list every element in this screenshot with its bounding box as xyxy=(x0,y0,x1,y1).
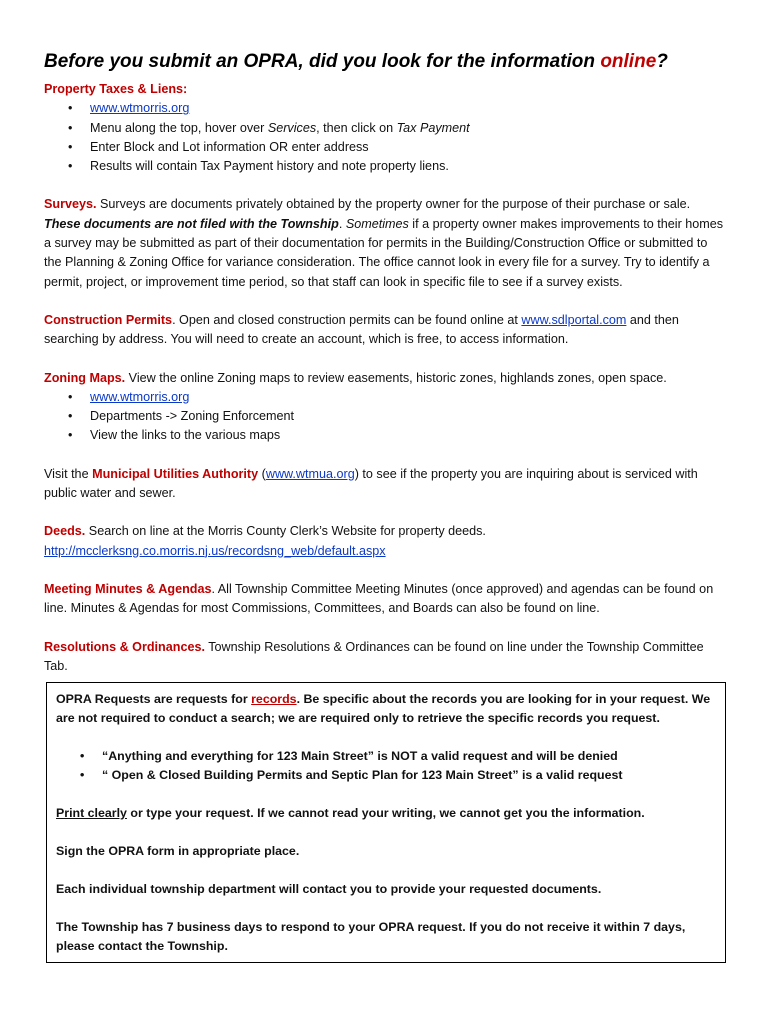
minutes-label: Meeting Minutes & Agendas xyxy=(44,581,212,596)
response-time-note: The Township has 7 business days to respond to your OPRA request. If you do not receive it within 7 days, please contact the Township. xyxy=(56,920,686,954)
utilities-text-2: ) to see if the property you are inquiring about is serviced with public water and sewer. xyxy=(44,466,698,501)
zoning-intro xyxy=(44,369,726,388)
contact-note: Each individual township department will contact you to provide your requested documents. xyxy=(56,882,602,897)
deeds-intro xyxy=(44,522,726,541)
valid-example: • “ Open & Closed Building Permits and Septic Plan for 123 Main Street” is a valid request xyxy=(56,766,716,785)
wtmorris-zoning-link[interactable]: www.wtmorris.org xyxy=(90,389,190,404)
print-clearly-emphasis: Print clearly xyxy=(56,806,127,821)
minutes-section xyxy=(44,580,726,619)
surveys-sometimes: Sometimes xyxy=(345,216,409,231)
list-item: • Enter Block and Lot information OR enter address xyxy=(44,138,726,157)
services-text: Services xyxy=(267,120,317,135)
menu-text-2: , then click on xyxy=(316,120,397,135)
utilities-text: Visit the xyxy=(44,466,93,481)
records-emphasis: records xyxy=(251,692,297,707)
opra-intro xyxy=(56,690,716,728)
construction-label: Construction Permits xyxy=(44,312,173,327)
surveys-label: Surveys. xyxy=(44,197,97,212)
title-highlight: online xyxy=(600,51,657,72)
menu-text: Menu along the top, hover over xyxy=(90,120,268,135)
invalid-example: • “Anything and everything for 123 Main Street” is NOT a valid request and will be denied xyxy=(56,747,716,766)
opra-intro-text: OPRA Requests are requests for xyxy=(56,692,252,707)
surveys-text-2: . xyxy=(338,216,346,231)
minutes-text: . All Township Committee Meeting Minutes (once approved) and agendas can be found on line. Minutes & Agendas for most Commissions, Committees, and Boards can also be found on line. xyxy=(44,581,714,616)
title-text: Before you submit an OPRA, did you look for the information xyxy=(44,51,601,72)
resolutions-label: Resolutions & Ordinances. xyxy=(44,639,205,654)
deeds-section xyxy=(44,522,726,561)
surveys-section xyxy=(44,195,726,291)
list-item: • Departments -> Zoning Enforcement xyxy=(44,407,726,426)
print-clearly-text: or type your request. If we cannot read your writing, we cannot get you the information. xyxy=(126,806,645,821)
property-taxes-heading: Property Taxes & Liens: xyxy=(44,82,188,96)
construction-section xyxy=(44,311,726,350)
title-end: ? xyxy=(656,51,668,72)
list-item: • Results will contain Tax Payment history and note property liens. xyxy=(44,157,726,176)
county-clerk-link[interactable]: http://mcclerksng.co.morris.nj.us/recordsng_web/default.aspx xyxy=(44,543,386,558)
zoning-text: View the online Zoning maps to review easements, historic zones, highlands zones, open space. xyxy=(125,370,667,385)
page-title xyxy=(44,48,726,76)
surveys-text-3: if a property owner makes improvements to their homes a survey may be submitted as part of their documentation for permits in the Building/Construction Office or submitted to the Planning & Zoning Office for variance consideration. The office cannot look in every file for a survey. Try to identify a permit, project, or improvement time period, so that staff can look in specific file to see if a survey exists. xyxy=(44,216,724,289)
list-item: • View the links to the various maps xyxy=(44,426,726,445)
resolutions-text: Township Resolutions & Ordinances can be found on line under the Township Committee Tab. xyxy=(44,639,704,673)
wtmua-link[interactable]: www.wtmua.org xyxy=(265,466,355,481)
sdlportal-link[interactable]: www.sdlportal.com xyxy=(521,312,627,327)
zoning-list xyxy=(44,388,726,446)
deeds-text: Search on line at the Morris County Clerk’s Website for property deeds. xyxy=(85,524,486,539)
deeds-label: Deeds. xyxy=(44,524,86,539)
list-item xyxy=(44,388,726,407)
list-item xyxy=(44,119,726,138)
surveys-text: Surveys are documents privately obtained by the property owner for the purpose of their purchase or sale. xyxy=(96,197,691,212)
property-taxes-list xyxy=(44,99,726,176)
zoning-label: Zoning Maps. xyxy=(44,370,126,385)
construction-text-2: and then searching by address. You will need to create an account, which is free, to access information. xyxy=(44,312,679,347)
resolutions-section xyxy=(44,638,726,677)
construction-text: . Open and closed construction permits can be found online at xyxy=(172,312,522,327)
opra-examples-list xyxy=(56,747,716,785)
opra-intro-text-2: . Be specific about the records you are looking for in your request. We are not required to conduct a search; we are required only to retrieve the specific records you request. xyxy=(56,692,711,726)
print-clearly-note xyxy=(56,804,716,823)
wtmorris-link[interactable]: www.wtmorris.org xyxy=(90,101,190,116)
opra-notice-box xyxy=(46,682,726,963)
surveys-emphasis: These documents are not filed with the Township xyxy=(44,216,339,231)
tax-payment-text: Tax Payment xyxy=(396,120,470,135)
utilities-label: Municipal Utilities Authority xyxy=(92,466,259,481)
utilities-paren: ( xyxy=(258,466,266,481)
sign-note: Sign the OPRA form in appropriate place. xyxy=(56,844,300,859)
list-item xyxy=(44,99,726,118)
property-taxes-section xyxy=(44,80,726,176)
zoning-section xyxy=(44,369,726,446)
utilities-section xyxy=(44,465,726,504)
